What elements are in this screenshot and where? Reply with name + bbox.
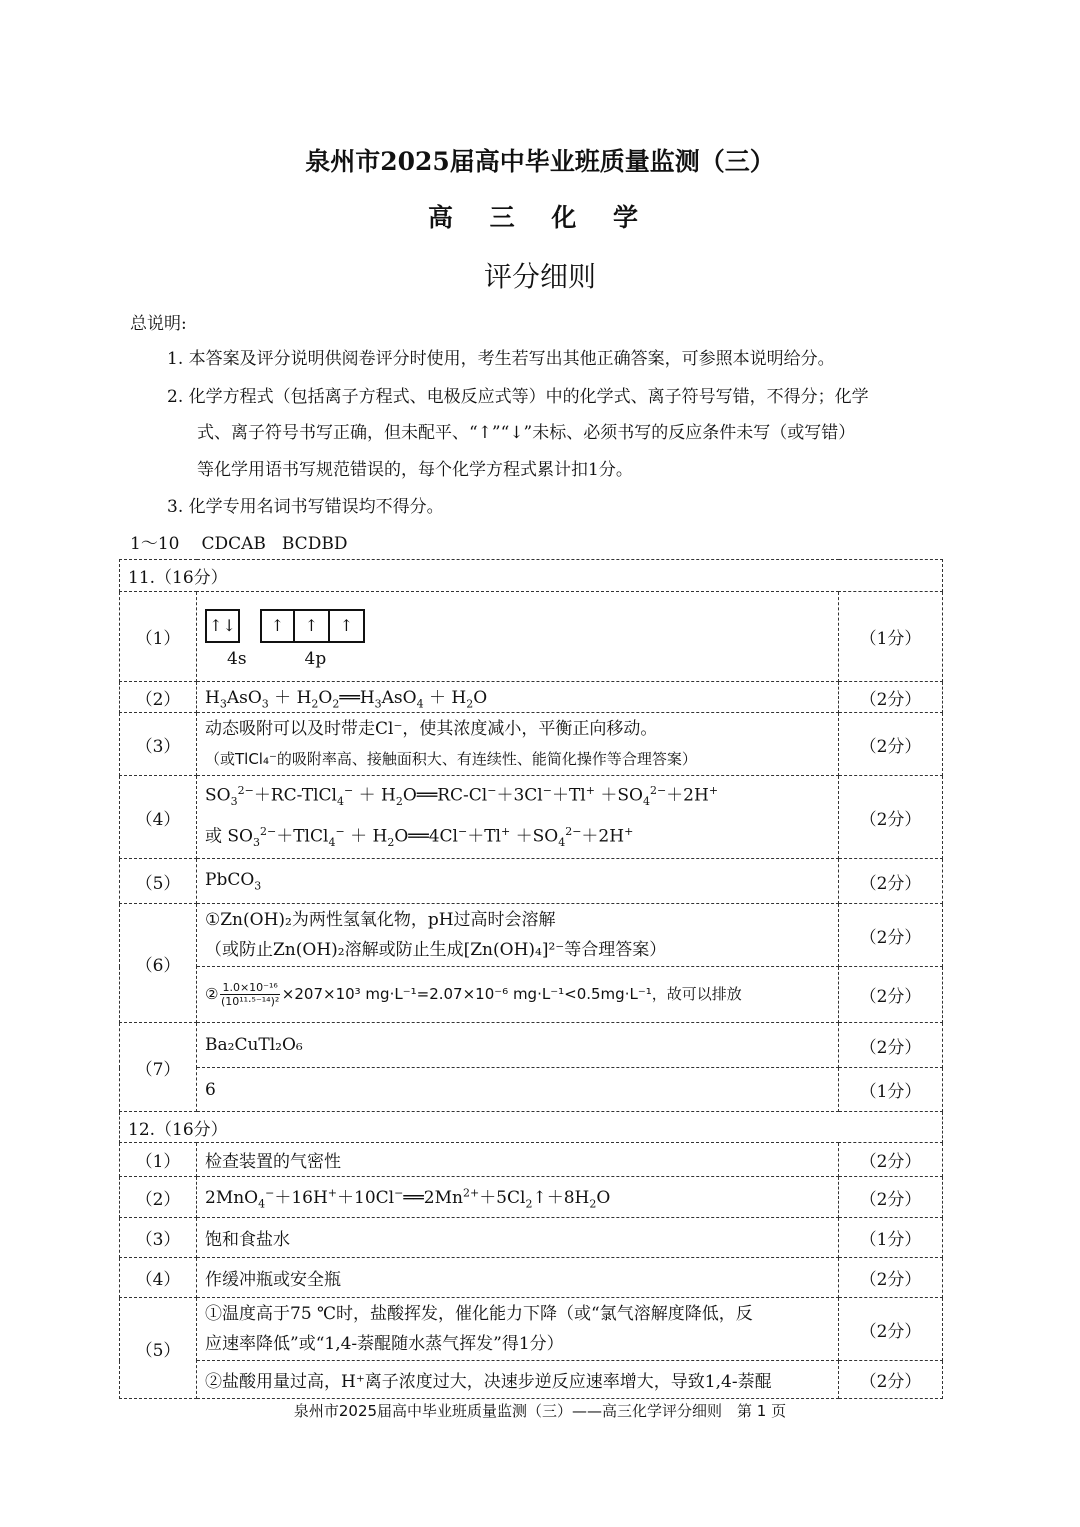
note-2-line-1: 2. 化学方程式（包括离子方程式、电极反应式等）中的化学式、离子符号写错，不得分；化学 xyxy=(167,387,869,407)
q11-p3-num: （3） xyxy=(120,713,197,776)
q11-p6b-rest: ×207×10³ mg·L⁻¹=2.07×10⁻⁶ mg·L⁻¹<0.5mg·L⁻¹，故可以排放 xyxy=(281,985,742,1004)
orbital-diagram xyxy=(205,609,830,643)
orbital-box: ↑ xyxy=(295,609,330,643)
q12-p5a-line-2: 应速率降低”或“1,4-萘醌随水蒸气挥发”得1分） xyxy=(205,1334,564,1355)
note-2-line-2: 式、离子符号书写正确，但未配平、“↑”“↓”未标、必须书写的反应条件未写（或写错） xyxy=(197,423,856,443)
q11-p7-num: （7） xyxy=(120,1023,197,1112)
q12-p3-answer: 饱和食盐水 xyxy=(197,1218,839,1258)
q11-p6a-points: （2分） xyxy=(839,904,943,967)
q11-p4-content xyxy=(197,776,839,859)
q12-p5b-answer: ②盐酸用量过高，H⁺离子浓度过大，决速步逆反应速率增大，导致1,4-萘醌 xyxy=(197,1361,839,1399)
note-3: 3. 化学专用名词书写错误均不得分。 xyxy=(167,497,444,517)
q12-p1-answer: 检查装置的气密性 xyxy=(197,1143,839,1177)
q11-p6-num: （6） xyxy=(120,904,197,1023)
q12-p5a-content xyxy=(197,1298,839,1361)
q11-p6b-points: （2分） xyxy=(839,967,943,1023)
q12-p2-num: （2） xyxy=(120,1177,197,1218)
q11-p4-equation-2: 或 $SO_3^{2-}+TlCl_4^-$ ＋ $H_2O══4Cl^-+Tl^+ +SO_4^{2-}+2H^+$ xyxy=(205,825,634,850)
q11-p4-points: （2分） xyxy=(839,776,943,859)
q12-p1-num: （1） xyxy=(120,1143,197,1177)
q12-p5a-line-1: ①温度高于75 ℃时，盐酸挥发，催化能力下降（或“氯气溶解度降低，反 xyxy=(205,1304,753,1325)
subject-title: 高 三 化 学 xyxy=(427,203,653,232)
q11-p7a-answer: Ba₂CuTl₂O₆ xyxy=(197,1023,839,1068)
q11-p1-points: （1分） xyxy=(839,592,943,682)
choice-group-2: BCDBD xyxy=(281,534,348,554)
notes-heading: 总说明: xyxy=(130,314,187,334)
q11-p5-answer: PbCO$_3$ xyxy=(197,859,839,904)
q11-p6b-content: ② $\frac{\text{1.0×10⁻¹⁶}}{\text{(10¹¹·⁵⁻¹⁴)²}}$ ×207×10³ mg·L⁻¹=2.07×10⁻⁶ mg·L⁻¹<0.5mg·L⁻¹，故可以排放 xyxy=(197,967,839,1023)
q12-p4-num: （4） xyxy=(120,1258,197,1298)
q11-p3-points: （2分） xyxy=(839,713,943,776)
q12-p5-num: （5） xyxy=(120,1298,197,1399)
choice-group-1: CDCAB xyxy=(201,534,266,554)
orbital-4s-boxes xyxy=(205,609,240,643)
note-1: 1. 本答案及评分说明供阅卷评分时使用，考生若写出其他正确答案，可参照本说明给分。 xyxy=(167,349,835,369)
q11-p6a-line-2: （或防止Zn(OH)₂溶解或防止生成[Zn(OH)₄]²⁻等合理答案） xyxy=(205,940,667,961)
q11-p5-points: （2分） xyxy=(839,859,943,904)
q11-p2-equation: $H_3AsO_3$ ＋ $H_2O_2══H_3AsO_4 + H_2O$ xyxy=(197,682,839,713)
q12-p5a-points: （2分） xyxy=(839,1298,943,1361)
doc-type-title: 评分细则 xyxy=(483,260,596,293)
fraction xyxy=(220,981,279,1008)
page-footer: 泉州市2025届高中毕业班质量监测（三）——高三化学评分细则 第 1 页 xyxy=(293,1402,787,1420)
q12-p4-points: （2分） xyxy=(839,1258,943,1298)
q12-p1-points: （2分） xyxy=(839,1143,943,1177)
orbital-box: ↑ xyxy=(260,609,295,643)
q11-p7b-answer: 6 xyxy=(197,1068,839,1112)
q11-p7b-points: （1分） xyxy=(839,1068,943,1112)
orbital-4p-boxes xyxy=(260,609,365,643)
q11-p6a-line-1: ①Zn(OH)₂为两性氢氧化物，pH过高时会溶解 xyxy=(205,910,556,931)
orbital-label-4s: 4s xyxy=(227,648,247,669)
note-2-line-3: 等化学用语书写规范错误的，每个化学方程式累计扣1分。 xyxy=(197,460,633,480)
orbital-box: ↑ xyxy=(330,609,365,643)
choice-range: 1～10 xyxy=(130,534,180,554)
q11-p2-num: （2） xyxy=(120,682,197,713)
q12-p4-answer: 作缓冲瓶或安全瓶 xyxy=(197,1258,839,1298)
q11-p3-line-1: 动态吸附可以及时带走Cl⁻，使其浓度减小，平衡正向移动。 xyxy=(205,719,658,739)
q11-p3-content xyxy=(197,713,839,776)
q12-p3-points: （1分） xyxy=(839,1218,943,1258)
q11-p6a-content xyxy=(197,904,839,967)
q12-p2-points: （2分） xyxy=(839,1177,943,1218)
q11-p3-line-2: （或TlCl₄⁻的吸附率高、接触面积大、有连续性、能简化操作等合理答案） xyxy=(205,750,697,768)
q11-header: 11.（16分） xyxy=(120,560,943,592)
q12-p5b-points: （2分） xyxy=(839,1361,943,1399)
q11-p4-equation-1: $SO_3^{2-}+RC-TlCl_4^-$ ＋ $H_2O══RC-Cl^-+3Cl^-+Tl^+ +SO_4^{2-}+2H^+$ xyxy=(205,784,719,809)
document-title: 泉州市2025届高中毕业班质量监测（三） xyxy=(305,147,775,176)
q11-p7a-points: （2分） xyxy=(839,1023,943,1068)
choice-answers xyxy=(130,529,347,554)
q11-p2-points: （2分） xyxy=(839,682,943,713)
q11-p4-num: （4） xyxy=(120,776,197,859)
fraction-numerator: 1.0×10⁻¹⁶ xyxy=(222,981,278,995)
q12-p3-num: （3） xyxy=(120,1218,197,1258)
fraction-denominator: (10¹¹·⁵⁻¹⁴)² xyxy=(220,995,280,1009)
q11-p5-num: （5） xyxy=(120,859,197,904)
orbital-label-4p: 4p xyxy=(304,648,327,669)
q12-p2-equation: $2MnO_4^-+16H^++10Cl^-══2Mn^{2+}+5Cl_2↑+8H_2O$ xyxy=(197,1177,839,1218)
orbital-box: ↑↓ xyxy=(205,609,240,643)
q11-p1-num: （1） xyxy=(120,592,197,682)
q12-header: 12.（16分） xyxy=(120,1112,943,1143)
grading-table xyxy=(119,559,943,1399)
q11-p1-content xyxy=(197,592,839,682)
